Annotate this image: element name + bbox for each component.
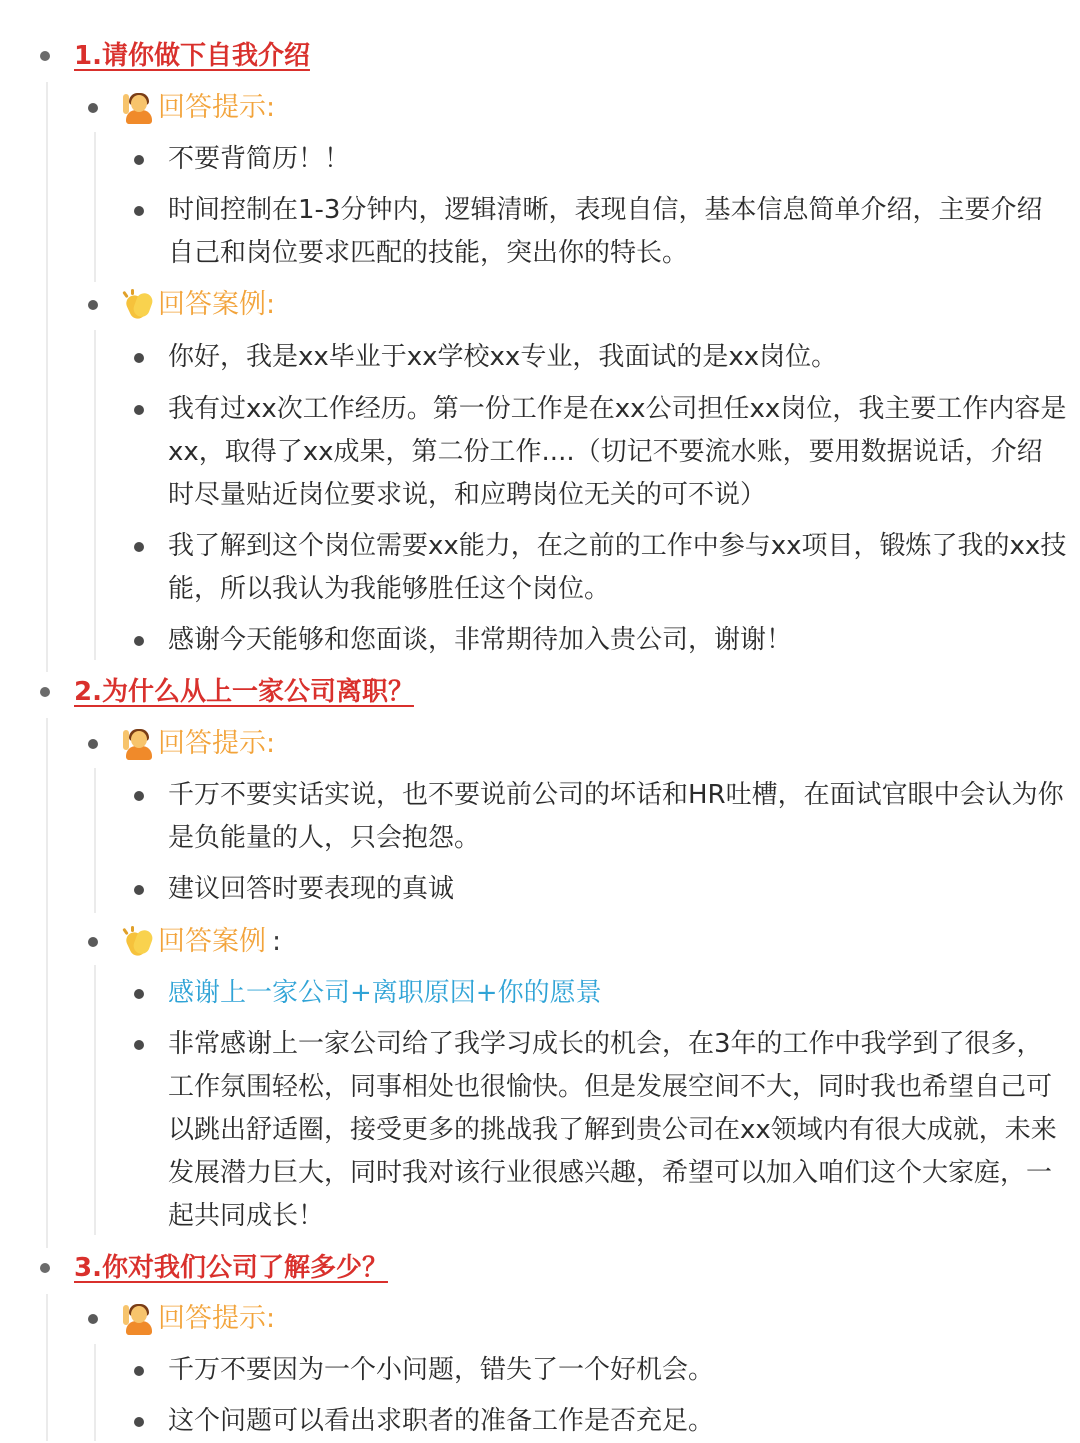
bullet	[134, 542, 144, 552]
bullet	[134, 885, 144, 895]
tips-label-row	[122, 1302, 275, 1336]
examples-label-row	[122, 925, 281, 959]
bullet	[88, 1314, 98, 1324]
bullet	[134, 1040, 144, 1050]
bullet	[88, 300, 98, 310]
tip-text: 千万不要实话实说，也不要说前公司的坏话和HR吐槽，在面试官眼中会认为你是负能量的人，只会抱怨。	[168, 780, 1064, 853]
question-3-title[interactable]: 3.你对我们公司了解多少？	[74, 1253, 388, 1283]
examples-label-row	[122, 288, 275, 322]
bullet	[40, 687, 50, 697]
example-text: 感谢今天能够和您面谈，非常期待加入贵公司，谢谢！	[168, 625, 793, 655]
outline-guide-line	[46, 718, 48, 1248]
clapping-hands-icon	[122, 289, 154, 321]
outline-guide-line	[94, 132, 96, 282]
bullet	[134, 206, 144, 216]
clapping-hands-icon	[122, 926, 154, 958]
bullet	[134, 155, 144, 165]
bullet	[134, 989, 144, 999]
outline-guide-line	[46, 82, 48, 672]
outline-guide-line	[94, 1344, 96, 1441]
person-raising-hand-icon	[122, 92, 154, 124]
person-raising-hand-icon	[122, 1303, 154, 1335]
bullet	[134, 353, 144, 363]
bullet	[134, 405, 144, 415]
outline-guide-line	[94, 965, 96, 1235]
example-text: 你好，我是xx毕业于xx学校xx专业，我面试的是xx岗位。	[168, 342, 838, 372]
bullet	[88, 739, 98, 749]
tip-text: 这个问题可以看出求职者的准备工作是否充足。	[168, 1406, 715, 1436]
tips-label-row	[122, 727, 275, 761]
person-raising-hand-icon	[122, 728, 154, 760]
example-formula-text: 感谢上一家公司+离职原因+你的愿景	[168, 978, 602, 1008]
bullet	[134, 636, 144, 646]
examples-label: 回答案例	[158, 926, 266, 957]
tips-label: 回答提示:	[158, 1303, 276, 1334]
outline-guide-line	[46, 1294, 48, 1441]
bullet	[134, 1417, 144, 1427]
bullet	[134, 791, 144, 801]
tip-text: 时间控制在1-3分钟内，逻辑清晰，表现自信，基本信息简单介绍，主要介绍自己和岗位要求匹配的技能，突出你的特长。	[168, 195, 1043, 268]
examples-label: 回答案例:	[158, 289, 276, 320]
tips-label-row	[122, 91, 275, 125]
outline-guide-line	[94, 330, 96, 660]
tip-text: 建议回答时要表现的真诚	[168, 874, 455, 904]
bullet	[88, 103, 98, 113]
example-text: 我有过xx次工作经历。第一份工作是在xx公司担任xx岗位，我主要工作内容是xx，取得了xx成果，第二份工作....（切记不要流水账，要用数据说话，介绍时尽量贴近岗位要求说，和应聘岗位无关的可不说）	[168, 394, 1067, 510]
outline-guide-line	[94, 768, 96, 913]
question-1-title[interactable]: 1.请你做下自我介绍	[74, 41, 310, 71]
bullet	[40, 51, 50, 61]
question-2-title[interactable]: 2.为什么从上一家公司离职？	[74, 677, 414, 707]
examples-colon: :	[272, 926, 282, 957]
example-text: 非常感谢上一家公司给了我学习成长的机会，在3年的工作中我学到了很多，工作氛围轻松，同事相处也很愉快。但是发展空间不大，同时我也希望自己可以跳出舒适圈，接受更多的挑战我了解到贵公司在xx领域内有很大成就，未来发展潜力巨大，同时我对该行业很感兴趣，希望可以加入咱们这个大家庭，一起共同成长！	[168, 1029, 1057, 1231]
tips-label: 回答提示:	[158, 728, 276, 759]
bullet	[40, 1263, 50, 1273]
example-text: 我了解到这个岗位需要xx能力，在之前的工作中参与xx项目，锻炼了我的xx技能，所以我认为我能够胜任这个岗位。	[168, 531, 1067, 604]
tip-text: 千万不要因为一个小问题，错失了一个好机会。	[168, 1355, 715, 1385]
bullet	[134, 1366, 144, 1376]
tips-label: 回答提示:	[158, 92, 276, 123]
bullet	[88, 937, 98, 947]
tip-text: 不要背简历！！	[168, 144, 351, 174]
